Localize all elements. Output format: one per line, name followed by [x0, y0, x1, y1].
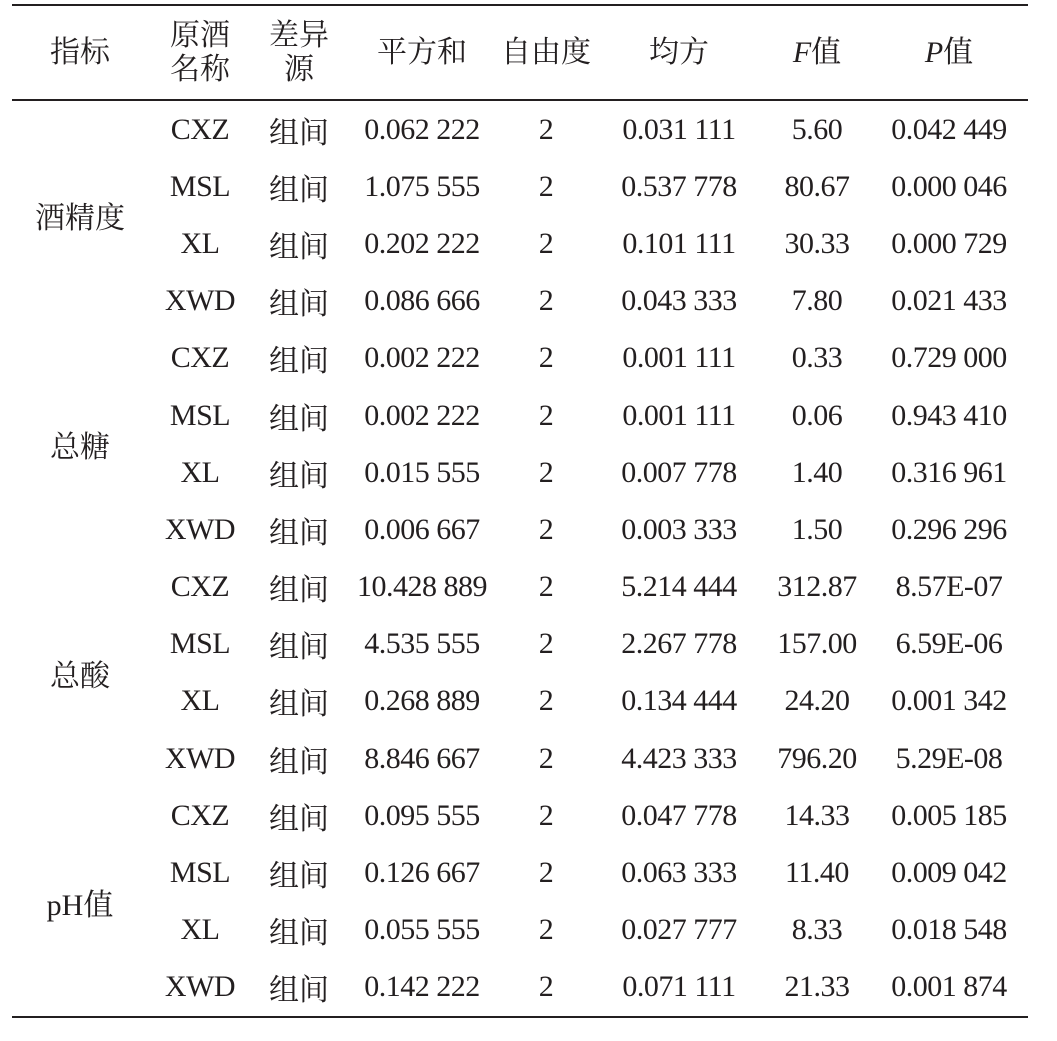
cell-indicator: 酒精度 [35, 202, 125, 236]
cell-variation-source: 组间 [269, 230, 329, 264]
table-row [12, 330, 1028, 387]
cell-sum-of-squares: 0.142 222 [364, 970, 480, 1004]
cell-mean-square: 0.043 333 [621, 284, 737, 318]
cell-sum-of-squares: 10.428 889 [357, 570, 487, 604]
cell-f-value: 0.33 [791, 341, 843, 375]
cell-mean-square: 0.063 333 [621, 856, 737, 890]
cell-mean-square: 0.071 111 [622, 970, 736, 1004]
cell-p-value: 0.021 433 [891, 284, 1007, 318]
cell-f-value: 157.00 [777, 627, 857, 661]
cell-f-value: 5.60 [791, 112, 843, 146]
cell-df: 2 [538, 684, 554, 718]
cell-p-value: 0.009 042 [891, 856, 1007, 890]
cell-df: 2 [538, 112, 554, 146]
cell-df: 2 [538, 913, 554, 947]
cell-p-value: 0.018 548 [891, 913, 1007, 947]
cell-mean-square: 0.001 111 [622, 341, 736, 375]
cell-variation-source: 组间 [269, 745, 329, 779]
table-row [12, 616, 1028, 673]
header-f-symbol: F [792, 35, 812, 69]
cell-p-value: 0.943 410 [891, 398, 1007, 432]
cell-sum-of-squares: 0.002 222 [364, 341, 480, 375]
header-p-symbol: P [924, 35, 944, 69]
cell-mean-square: 5.214 444 [621, 570, 737, 604]
cell-f-value: 0.06 [791, 398, 843, 432]
cell-source-name: XL [180, 913, 220, 947]
cell-source-name: XWD [164, 741, 236, 775]
cell-p-value: 0.000 046 [891, 169, 1007, 203]
cell-variation-source: 组间 [269, 574, 329, 608]
cell-source-name: XL [180, 226, 220, 260]
cell-source-name: XWD [164, 970, 236, 1004]
table-row [12, 902, 1028, 959]
cell-source-name: XL [180, 455, 220, 489]
cell-indicator: 总酸 [50, 659, 110, 693]
cell-sum-of-squares: 1.075 555 [364, 169, 480, 203]
cell-df: 2 [538, 856, 554, 890]
cell-p-value: 0.729 000 [891, 341, 1007, 375]
cell-indicator: 总糖 [50, 431, 110, 465]
cell-source-name: XWD [164, 512, 236, 546]
cell-source-name: CXZ [170, 570, 230, 604]
header-source-name [148, 5, 252, 100]
cell-mean-square: 4.423 333 [621, 741, 737, 775]
cell-variation-source: 组间 [269, 974, 329, 1008]
cell-p-value: 6.59E-06 [895, 627, 1003, 661]
table-row [12, 273, 1028, 330]
cell-f-value: 8.33 [791, 913, 843, 947]
cell-source-name: MSL [169, 169, 231, 203]
cell-variation-source: 组间 [269, 116, 329, 150]
anova-table [12, 4, 1028, 1018]
cell-mean-square: 0.537 778 [621, 169, 737, 203]
cell-f-value: 312.87 [777, 570, 857, 604]
cell-df: 2 [538, 798, 554, 832]
cell-sum-of-squares: 4.535 555 [364, 627, 480, 661]
header-indicator: 指标 [50, 35, 110, 69]
cell-df: 2 [538, 284, 554, 318]
cell-mean-square: 0.003 333 [621, 512, 737, 546]
cell-variation-source: 组间 [269, 459, 329, 493]
cell-sum-of-squares: 0.095 555 [364, 798, 480, 832]
cell-source-name: XWD [164, 284, 236, 318]
cell-source-name: MSL [169, 856, 231, 890]
cell-f-value: 1.40 [791, 455, 843, 489]
cell-f-value: 30.33 [784, 226, 850, 260]
cell-source-name: CXZ [170, 341, 230, 375]
cell-sum-of-squares: 8.846 667 [364, 741, 480, 775]
table-row [12, 673, 1028, 730]
header-f-value [764, 5, 870, 100]
cell-source-name: MSL [169, 627, 231, 661]
cell-variation-source: 组间 [269, 631, 329, 665]
cell-f-value: 11.40 [785, 856, 849, 890]
cell-sum-of-squares: 0.002 222 [364, 398, 480, 432]
cell-variation-source: 组间 [269, 688, 329, 722]
cell-sum-of-squares: 0.126 667 [364, 856, 480, 890]
cell-variation-source: 组间 [269, 917, 329, 951]
cell-p-value: 0.316 961 [891, 455, 1007, 489]
cell-p-value: 0.042 449 [891, 112, 1007, 146]
header-sum-of-squares: 平方和 [377, 35, 467, 69]
cell-source-name: XL [180, 684, 220, 718]
table-row [12, 787, 1028, 844]
cell-df: 2 [538, 169, 554, 203]
cell-p-value: 0.005 185 [891, 798, 1007, 832]
header-row [12, 5, 1028, 100]
cell-p-value: 0.001 874 [891, 970, 1007, 1004]
cell-p-value: 5.29E-08 [895, 741, 1003, 775]
cell-source-name: MSL [169, 398, 231, 432]
cell-variation-source: 组间 [269, 288, 329, 322]
cell-indicator: pH值 [46, 888, 114, 922]
table-row [12, 215, 1028, 272]
cell-df: 2 [538, 627, 554, 661]
cell-sum-of-squares: 0.015 555 [364, 455, 480, 489]
cell-variation-source: 组间 [269, 173, 329, 207]
cell-p-value: 8.57E-07 [895, 570, 1003, 604]
header-source-name-line2: 名称 [170, 52, 230, 86]
cell-sum-of-squares: 0.062 222 [364, 112, 480, 146]
cell-variation-source: 组间 [269, 860, 329, 894]
cell-mean-square: 0.007 778 [621, 455, 737, 489]
header-variation-source-line2: 源 [284, 52, 314, 86]
cell-p-value: 0.001 342 [891, 684, 1007, 718]
table-row [12, 959, 1028, 1017]
cell-mean-square: 0.001 111 [622, 398, 736, 432]
cell-mean-square: 0.031 111 [622, 112, 736, 146]
cell-mean-square: 0.027 777 [621, 913, 737, 947]
table-row [12, 559, 1028, 616]
cell-p-value: 0.000 729 [891, 226, 1007, 260]
cell-df: 2 [538, 455, 554, 489]
cell-mean-square: 0.047 778 [621, 798, 737, 832]
cell-df: 2 [538, 970, 554, 1004]
table-row [12, 501, 1028, 558]
cell-df: 2 [538, 398, 554, 432]
cell-df: 2 [538, 341, 554, 375]
cell-mean-square: 0.101 111 [622, 226, 736, 260]
table-header [12, 5, 1028, 100]
cell-df: 2 [538, 741, 554, 775]
cell-variation-source: 组间 [269, 402, 329, 436]
cell-f-value: 1.50 [791, 512, 843, 546]
table-row [12, 158, 1028, 215]
cell-sum-of-squares: 0.268 889 [364, 684, 480, 718]
cell-source-name: CXZ [170, 112, 230, 146]
cell-f-value: 14.33 [784, 798, 850, 832]
cell-variation-source: 组间 [269, 345, 329, 379]
cell-f-value: 80.67 [784, 169, 850, 203]
table-row [12, 844, 1028, 901]
cell-df: 2 [538, 226, 554, 260]
cell-df: 2 [538, 570, 554, 604]
cell-variation-source: 组间 [269, 516, 329, 550]
cell-sum-of-squares: 0.086 666 [364, 284, 480, 318]
cell-df: 2 [538, 512, 554, 546]
table-body [12, 100, 1028, 1017]
cell-sum-of-squares: 0.055 555 [364, 913, 480, 947]
cell-sum-of-squares: 0.006 667 [364, 512, 480, 546]
cell-f-value: 7.80 [791, 284, 843, 318]
header-p-suffix: 值 [943, 35, 974, 69]
cell-mean-square: 0.134 444 [621, 684, 737, 718]
table-row [12, 100, 1028, 158]
table-row [12, 387, 1028, 444]
header-variation-source [252, 5, 346, 100]
cell-f-value: 796.20 [777, 741, 857, 775]
cell-f-value: 24.20 [784, 684, 850, 718]
cell-variation-source: 组间 [269, 802, 329, 836]
header-f-suffix: 值 [811, 35, 842, 69]
cell-p-value: 0.296 296 [891, 512, 1007, 546]
header-p-value [870, 5, 1028, 100]
cell-source-name: CXZ [170, 798, 230, 832]
header-source-name-line1: 原酒 [170, 18, 230, 52]
cell-f-value: 21.33 [784, 970, 850, 1004]
header-variation-source-line1: 差异 [269, 18, 329, 52]
header-mean-square: 均方 [649, 35, 709, 69]
table-row [12, 444, 1028, 501]
cell-mean-square: 2.267 778 [621, 627, 737, 661]
cell-sum-of-squares: 0.202 222 [364, 226, 480, 260]
header-df: 自由度 [501, 35, 591, 69]
table-row [12, 730, 1028, 787]
